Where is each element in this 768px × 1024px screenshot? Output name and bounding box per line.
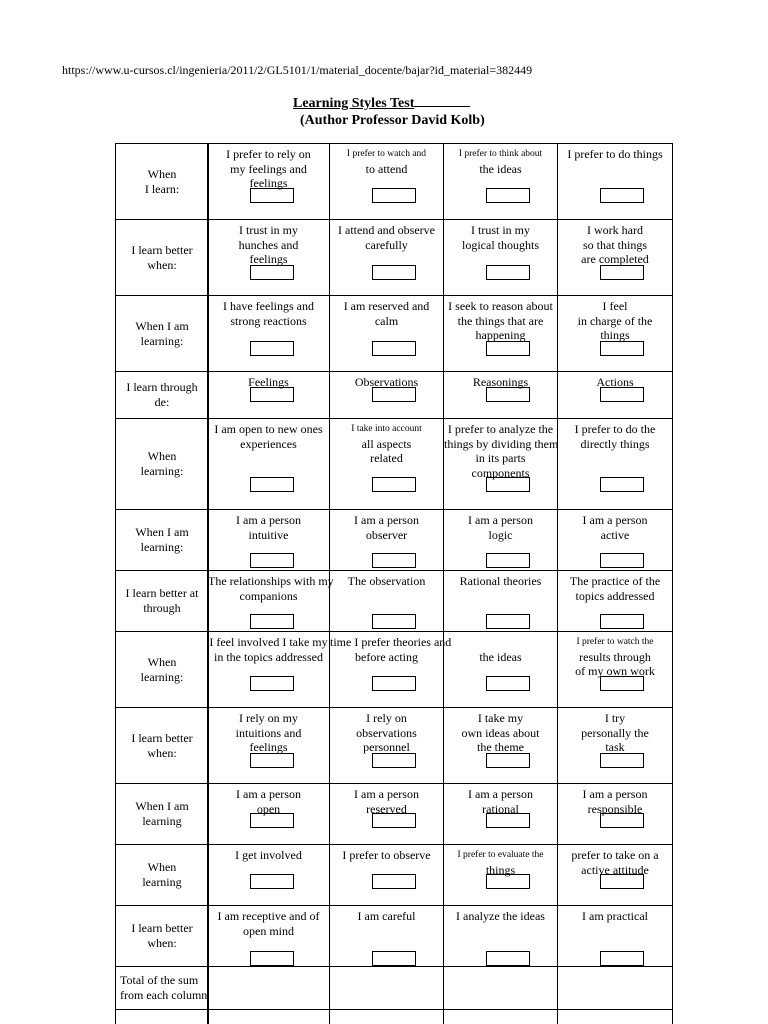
answer-option-line: I trust in my: [471, 223, 530, 237]
answer-option-line: open: [256, 801, 281, 816]
score-input-box[interactable]: [600, 553, 644, 568]
answer-option-cell: [444, 220, 558, 295]
answer-option-cell: [330, 708, 444, 783]
answer-option-text: [444, 223, 557, 252]
answer-option-text: [208, 223, 329, 267]
answer-option-line: I prefer to analyze the: [447, 422, 554, 436]
score-input-box[interactable]: [372, 874, 416, 889]
answer-option-text: [558, 147, 672, 162]
answer-option-line: components: [471, 465, 530, 480]
answer-option-line: I prefer to observe: [342, 848, 431, 862]
score-input-box[interactable]: [372, 676, 416, 691]
answer-option-line: own ideas about: [461, 725, 540, 740]
answer-option-line: [444, 635, 557, 650]
answer-option-cell: [444, 906, 558, 966]
answer-option-text: [330, 223, 443, 252]
score-input-box[interactable]: [250, 553, 294, 568]
answer-option-line: happening: [475, 328, 526, 342]
answer-option-cell: [444, 632, 558, 707]
answer-option-text: [208, 909, 329, 938]
answer-option-text: [208, 711, 329, 755]
answer-option-line: I feel: [602, 299, 628, 313]
column-total-cell[interactable]: [444, 967, 558, 1024]
answer-option-text: [444, 574, 557, 589]
answer-option-line: companions: [239, 588, 298, 603]
answer-option-cell: [444, 784, 558, 844]
answer-option-cell: [444, 296, 558, 371]
answer-option-line: I attend and observe: [338, 223, 435, 237]
answer-option-text: [208, 299, 329, 328]
answer-option-line: directly things: [580, 436, 650, 451]
answer-option-cell: [444, 372, 558, 418]
row-label: [116, 707, 208, 783]
row-label-line: learning:: [140, 540, 184, 554]
row-label: [116, 905, 208, 966]
answer-option-cell: [208, 296, 330, 371]
answer-option-line: experiences: [240, 436, 297, 451]
answer-option-line: I am a person: [468, 787, 533, 801]
answer-option-text: [558, 787, 672, 816]
answer-option-line: before acting: [355, 649, 418, 664]
question-row: [208, 707, 672, 783]
answer-option-line: I am a person: [354, 513, 419, 527]
answer-option-line: things by dividing them: [444, 436, 559, 451]
question-row: [208, 905, 672, 966]
answer-option-text: [558, 422, 672, 451]
answer-option-line: strong reactions: [230, 313, 307, 328]
column-total-cell[interactable]: [558, 967, 672, 1024]
row-label: [116, 570, 208, 631]
answer-option-text: [558, 848, 672, 877]
answer-option-text: [208, 513, 329, 542]
answer-option-line: to attend: [365, 161, 408, 176]
answer-option-line: logic: [488, 527, 513, 542]
answer-option-line: so that things: [582, 237, 647, 252]
answer-option-line: feelings: [249, 176, 288, 190]
answer-option-line: related: [370, 451, 403, 465]
answer-option-line: the things that are: [457, 313, 544, 328]
answer-grid: [207, 143, 673, 1024]
answer-option-line: I feel involved I take my: [209, 635, 328, 649]
row-label: [116, 143, 208, 219]
answer-option-line: I prefer to watch and: [346, 149, 427, 159]
column-total-cell[interactable]: [330, 967, 444, 1024]
question-row: [208, 143, 672, 219]
score-input-box[interactable]: [486, 553, 530, 568]
score-input-box[interactable]: [486, 753, 530, 768]
answer-option-line: the ideas: [479, 161, 522, 176]
answer-option-line: I take into account: [351, 424, 422, 434]
question-row: [208, 219, 672, 295]
answer-option-cell: [208, 220, 330, 295]
question-row: [208, 570, 672, 631]
answer-option-text: [330, 787, 443, 816]
answer-option-line: I am a person: [236, 513, 301, 527]
answer-option-text: [558, 635, 672, 679]
answer-option-line: logical thoughts: [462, 237, 539, 252]
answer-option-text: [330, 299, 443, 328]
answer-option-cell: [208, 784, 330, 844]
answer-option-cell: [330, 632, 452, 707]
answer-option-text: [330, 848, 443, 863]
row-label: [116, 219, 208, 295]
answer-option-text: [208, 635, 329, 664]
answer-option-line: I am careful: [357, 909, 416, 923]
score-input-box[interactable]: [372, 753, 416, 768]
row-label-line: I learn better at: [125, 586, 199, 600]
answer-option-line: in charge of the: [577, 313, 653, 328]
answer-option-line: observer: [365, 527, 408, 542]
question-row: [208, 631, 672, 707]
score-input-box[interactable]: [250, 265, 294, 280]
score-input-box[interactable]: [600, 477, 644, 492]
answer-option-line: I work hard: [587, 223, 643, 237]
answer-option-line: I trust in my: [239, 223, 298, 237]
answer-option-cell: [330, 144, 444, 219]
answer-option-cell: [330, 784, 444, 844]
answer-option-line: The observation: [347, 574, 426, 588]
answer-option-line: I prefer to rely on: [226, 147, 311, 161]
answer-option-cell: [330, 510, 444, 570]
answer-option-cell: [444, 708, 558, 783]
row-label-line: when:: [147, 745, 177, 760]
answer-option-cell: [330, 296, 444, 371]
score-input-box[interactable]: [372, 614, 416, 629]
row-label-line: when:: [147, 936, 177, 950]
answer-option-line: time I prefer theories and: [330, 635, 452, 649]
score-input-box[interactable]: [250, 676, 294, 691]
answer-option-text: [208, 787, 329, 816]
answer-option-text: [444, 147, 557, 176]
score-input-box[interactable]: [600, 341, 644, 356]
answer-option-line: reserved: [366, 801, 407, 816]
answer-option-line: feelings: [249, 252, 288, 266]
answer-option-cell: [558, 419, 672, 509]
score-input-box[interactable]: [250, 477, 294, 492]
answer-option-text: [558, 223, 672, 267]
answer-option-line: I am a person: [468, 513, 533, 527]
row-label: [116, 631, 208, 707]
answer-option-line: of my own work: [575, 664, 655, 678]
row-label-line: I learn better: [131, 730, 193, 745]
answer-option-text: [444, 422, 557, 480]
table-row-divider: [208, 1009, 672, 1010]
score-input-box[interactable]: [250, 951, 294, 966]
answer-option-line: I seek to reason about: [448, 299, 553, 313]
answer-option-text: [330, 635, 452, 664]
answer-option-cell: [444, 845, 558, 905]
answer-option-line: I am practical: [582, 909, 648, 923]
score-input-box[interactable]: [250, 614, 294, 629]
score-input-box[interactable]: [486, 614, 530, 629]
answer-option-line: active attitude: [581, 862, 649, 877]
row-label-line: learning:: [140, 669, 184, 684]
row-label-line: When I am: [135, 525, 189, 539]
answer-option-text: [330, 711, 443, 755]
answer-option-text: [444, 848, 557, 877]
answer-option-line: The relationships with my: [208, 574, 334, 588]
answer-option-cell: [558, 632, 672, 707]
answer-option-text: [444, 711, 557, 755]
answer-option-text: [444, 787, 557, 816]
row-label-line: I learn better: [131, 921, 193, 935]
answer-option-line: I prefer to do things: [567, 147, 663, 161]
answer-option-cell: [558, 372, 672, 418]
answer-option-text: [330, 147, 443, 176]
answer-option-cell: [208, 419, 330, 509]
title-underline: [414, 105, 470, 107]
answer-option-cell: [330, 906, 444, 966]
answer-option-cell: [444, 144, 558, 219]
row-label: [116, 295, 208, 371]
source-url: https://www.u-cursos.cl/ingenieria/2011/2/GL5101/1/material_docente/bajar?id_material=382449: [62, 63, 533, 77]
answer-option-line: topics addressed: [575, 588, 655, 603]
answer-option-line: I am a person: [236, 787, 301, 801]
answer-option-line: feelings: [249, 740, 288, 754]
answer-option-cell: [558, 708, 672, 783]
answer-option-line: hunches and: [238, 237, 299, 252]
answer-option-cell: [558, 845, 672, 905]
answer-option-line: I prefer to think about: [458, 149, 543, 159]
row-label: [116, 509, 208, 570]
answer-option-text: [330, 422, 443, 466]
score-input-box[interactable]: [600, 265, 644, 280]
row-label-line: When I am: [135, 318, 189, 333]
column-total-cell[interactable]: [208, 967, 330, 1024]
row-label-column: [115, 143, 209, 1024]
answer-option-cell: [444, 419, 558, 509]
answer-option-line: the ideas: [479, 649, 522, 664]
answer-option-line: the theme: [477, 740, 524, 754]
row-label-line: When: [147, 654, 177, 669]
answer-option-cell: [330, 845, 444, 905]
answer-option-text: [558, 513, 672, 542]
answer-option-cell: [208, 372, 330, 418]
answer-option-line: prefer to take on a: [571, 848, 659, 862]
row-label-line: When: [147, 449, 177, 463]
answer-option-line: Observations: [354, 375, 419, 389]
answer-option-text: [558, 299, 672, 343]
answer-option-text: [208, 422, 329, 451]
score-input-box[interactable]: [372, 477, 416, 492]
score-input-box[interactable]: [372, 188, 416, 203]
score-input-box[interactable]: [250, 341, 294, 356]
answer-option-cell: [558, 571, 672, 631]
score-input-box[interactable]: [600, 753, 644, 768]
answer-option-line: active: [600, 527, 630, 542]
row-label-line: When: [147, 860, 177, 874]
answer-option-cell: [444, 571, 558, 631]
answer-option-line: I analyze the ideas: [456, 909, 545, 923]
row-label: [116, 418, 208, 509]
answer-option-line: I have feelings and: [223, 299, 314, 313]
answer-option-cell: [558, 510, 672, 570]
answer-option-line: I take my: [477, 711, 524, 725]
score-input-box[interactable]: [486, 951, 530, 966]
answer-option-line: I am open to new ones: [214, 422, 323, 436]
answer-option-cell: [330, 571, 444, 631]
total-row: [208, 966, 672, 1024]
answer-option-text: [330, 513, 443, 542]
answer-option-line: all aspects: [361, 436, 412, 451]
row-label-line: When I am: [135, 799, 189, 813]
answer-option-cell: [208, 845, 330, 905]
answer-option-cell: [444, 510, 558, 570]
question-row: [208, 371, 672, 418]
row-label-line: learning: [142, 875, 182, 889]
score-input-box[interactable]: [486, 188, 530, 203]
score-input-box[interactable]: [372, 951, 416, 966]
score-input-box[interactable]: [250, 874, 294, 889]
score-input-box[interactable]: [372, 553, 416, 568]
answer-option-line: I am a person: [354, 787, 419, 801]
answer-option-line: I am a person: [582, 787, 648, 801]
score-input-box[interactable]: [372, 341, 416, 356]
answer-option-line: intuitive: [248, 527, 289, 542]
answer-option-line: observations: [356, 725, 417, 740]
row-label-line: I learn better: [131, 242, 193, 257]
answer-option-text: [208, 147, 329, 191]
answer-option-text: [330, 574, 443, 589]
answer-option-text: [208, 375, 329, 390]
row-label-line: Total of the sum: [120, 973, 199, 987]
answer-option-line: personnel: [363, 740, 410, 754]
row-label: [116, 783, 208, 844]
score-input-box[interactable]: [486, 676, 530, 691]
row-label-line: when:: [147, 257, 177, 272]
score-input-box[interactable]: [600, 951, 644, 966]
answer-option-text: [208, 574, 334, 603]
answer-option-line: I am reserved and: [343, 299, 430, 313]
answer-option-text: [558, 574, 672, 603]
answer-option-line: I get involved: [235, 848, 302, 862]
answer-option-line: responsible: [587, 801, 643, 816]
answer-option-text: [444, 375, 557, 390]
row-label-line: I learn through: [126, 380, 198, 394]
row-label-line: from each column: [120, 988, 208, 1002]
answer-option-line: task: [605, 740, 625, 754]
answer-option-line: personally the: [581, 725, 649, 740]
score-input-box[interactable]: [250, 753, 294, 768]
answer-option-cell: [330, 372, 444, 418]
answer-option-line: results through: [579, 649, 651, 664]
answer-option-line: in the topics addressed: [214, 649, 323, 664]
row-label: [116, 371, 208, 418]
answer-option-cell: [558, 906, 672, 966]
answer-option-line: things: [485, 862, 516, 877]
answer-option-line: calm: [374, 313, 399, 328]
answer-option-cell: [208, 708, 330, 783]
answer-option-cell: [558, 220, 672, 295]
answer-option-line: The practice of the: [569, 574, 661, 588]
answer-option-line: I prefer to evaluate the: [457, 850, 544, 860]
answer-option-text: [330, 375, 443, 390]
question-row: [208, 418, 672, 509]
answer-option-line: I am receptive and of: [217, 909, 320, 923]
page-subtitle: (Author Professor David Kolb): [300, 113, 485, 128]
answer-option-cell: [208, 571, 334, 631]
row-label: [116, 844, 208, 905]
row-label-line: learning:: [140, 464, 184, 478]
question-row: [208, 509, 672, 570]
answer-option-text: [444, 635, 557, 664]
answer-option-text: [444, 909, 557, 924]
answer-option-line: Reasonings: [472, 375, 529, 389]
question-row: [208, 295, 672, 371]
answer-option-text: [208, 848, 329, 863]
question-row: [208, 783, 672, 844]
answer-option-line: rational: [482, 801, 519, 816]
question-row: [208, 844, 672, 905]
answer-option-line: Feelings: [248, 375, 289, 389]
answer-option-line: open mind: [243, 923, 294, 938]
table-row-divider: [116, 1009, 208, 1024]
row-label-line: learning: [142, 814, 182, 828]
answer-option-line: my feelings and: [230, 161, 307, 176]
row-label-line: through: [143, 601, 181, 615]
answer-option-line: I am a person: [582, 513, 648, 527]
answer-option-line: Actions: [596, 375, 634, 389]
answer-option-line: in its parts: [475, 451, 526, 465]
score-input-box[interactable]: [600, 188, 644, 203]
answer-option-line: are completed: [581, 252, 649, 266]
answer-option-text: [444, 513, 557, 542]
answer-option-line: I prefer to watch the: [576, 637, 654, 647]
page-title: [293, 96, 470, 112]
answer-option-cell: [208, 144, 330, 219]
answer-option-text: [330, 909, 443, 924]
answer-option-text: [558, 909, 672, 924]
answer-option-cell: [558, 144, 672, 219]
answer-option-text: [444, 299, 557, 343]
answer-option-cell: [208, 906, 330, 966]
score-input-box[interactable]: [486, 341, 530, 356]
answer-option-line: carefully: [365, 237, 408, 252]
answer-option-line: intuitions and: [235, 725, 302, 740]
row-label-line: learning:: [140, 333, 184, 348]
answer-option-cell: [208, 632, 330, 707]
answer-option-text: [558, 375, 672, 390]
score-input-box[interactable]: [486, 265, 530, 280]
answer-option-cell: [330, 220, 444, 295]
answer-option-line: I prefer to do the: [574, 422, 656, 436]
answer-option-text: [558, 711, 672, 755]
answer-option-cell: [558, 296, 672, 371]
answer-option-line: I try: [604, 711, 626, 725]
answer-option-cell: [558, 784, 672, 844]
answer-option-line: things: [600, 328, 630, 342]
row-label-line: When: [147, 166, 177, 181]
answer-option-line: Rational theories: [459, 574, 542, 588]
title-text: Learning Styles Test: [293, 96, 415, 111]
row-label-line: I learn:: [144, 181, 180, 196]
score-input-box[interactable]: [372, 265, 416, 280]
answer-option-cell: [330, 419, 444, 509]
answer-option-cell: [208, 510, 330, 570]
answer-option-line: I rely on my: [239, 711, 298, 725]
answer-option-line: I rely on: [366, 711, 407, 725]
score-input-box[interactable]: [600, 614, 644, 629]
row-label-line: de:: [154, 395, 170, 409]
